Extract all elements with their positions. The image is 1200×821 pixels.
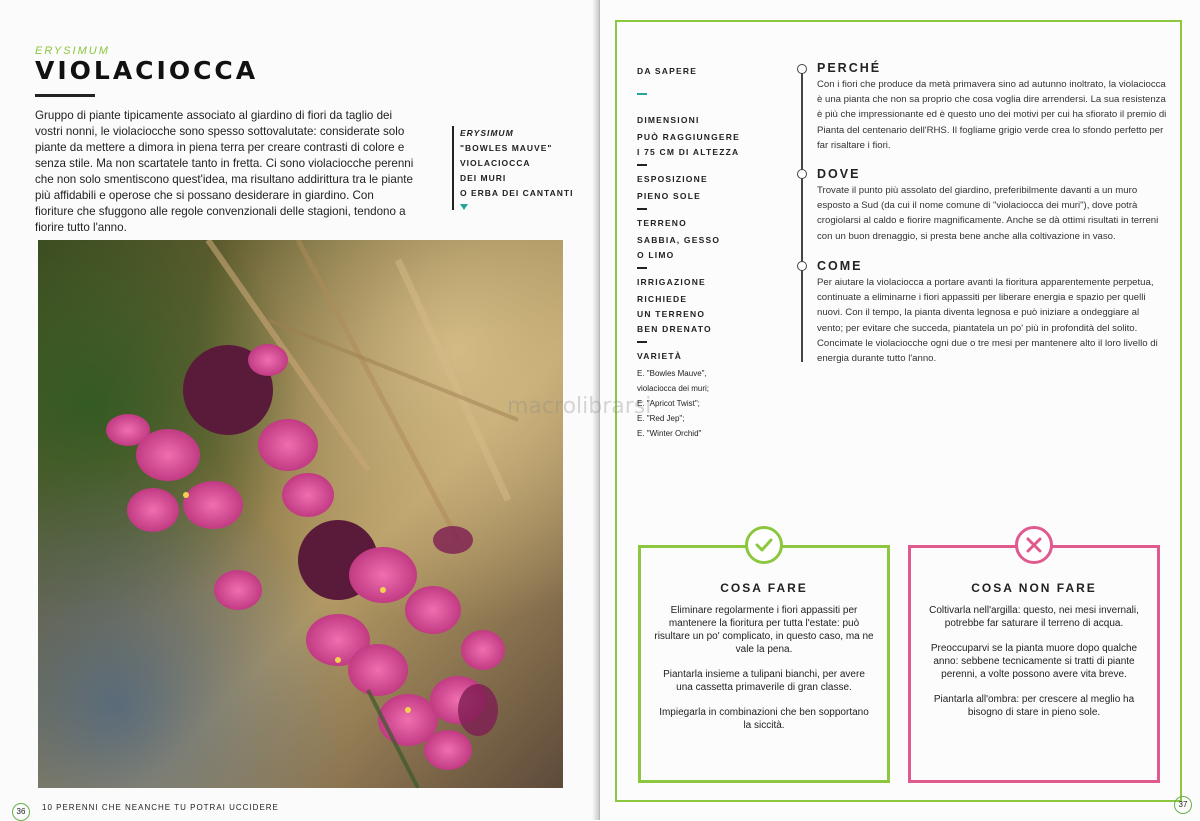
dimensions-label: DIMENSIONI <box>637 115 700 125</box>
facts-heading: DA SAPERE <box>637 66 698 76</box>
arrow-down-icon <box>460 204 468 210</box>
water-value-2: UN TERRENO <box>637 309 706 319</box>
sidenote-genus: ERYSIMUM <box>460 128 514 138</box>
variety-item: E. "Red Jep"; <box>637 414 685 423</box>
dont-box-title: COSA NON FARE <box>971 581 1097 595</box>
variety-list <box>637 366 787 441</box>
section-where-title: DOVE <box>817 167 861 181</box>
section-why-title: PERCHÉ <box>817 61 882 75</box>
water-divider <box>637 341 647 343</box>
soil-label: TERRENO <box>637 218 687 228</box>
timeline-line <box>801 68 803 362</box>
exposure-label: ESPOSIZIONE <box>637 174 708 184</box>
exposure-value: PIENO SOLE <box>637 191 701 201</box>
do-box <box>638 545 890 783</box>
do-item: Piantarla insieme a tulipani bianchi, per avere una cassetta primaverile di gran classe. <box>663 669 865 693</box>
page-number-right: 37 <box>1174 796 1192 814</box>
dont-item: Coltivarla nell'argilla: questo, nei mesi invernali, potrebbe far saturare il terreno di acqua. <box>929 605 1139 629</box>
section-why-body: Con i fiori che produce da metà primavera sino ad autunno inoltrato, la violaciocca è una pianta che non sa proprio che cosa voglia dire arrendersi. La sua resistenza è più che impressionante ed è questo uno dei motivi per cui ha sfiorato il premio di Pianta del centenario dell'RHS. Il fogliame grigio verde crea lo sfondo perfetto per far risaltare i fiori. <box>817 79 1167 151</box>
dimensions-value-2: I 75 CM DI ALTEZZA <box>637 147 740 157</box>
timeline-dot <box>797 261 807 271</box>
running-footer: 10 PERENNI CHE NEANCHE TU POTRAI UCCIDERE <box>42 803 279 812</box>
dimensions-divider <box>637 164 647 166</box>
dont-item: Preoccuparvi se la pianta muore dopo qualche anno: sebbene tecnicamente si tratti di piante perenni, a volte possono avere vita breve. <box>930 643 1138 680</box>
water-label: IRRIGAZIONE <box>637 277 706 287</box>
facts-column <box>637 64 787 441</box>
do-item: Impiegarla in combinazioni che ben sopportano la siccità. <box>659 707 869 731</box>
watermark: macrolibrarsi <box>507 394 652 419</box>
close-icon <box>1015 526 1053 564</box>
section-how-title: COME <box>817 259 863 273</box>
page-number-left: 36 <box>12 803 30 821</box>
exposure-divider <box>637 208 647 210</box>
variety-item: E. "Apricot Twist"; <box>637 399 700 408</box>
variety-item: E. "Bowles Mauve", violaciocca dei muri; <box>637 369 710 393</box>
sidenote-variety: "BOWLES MAUVE" <box>460 143 553 153</box>
dont-box <box>908 545 1160 783</box>
genus-label: ERYSIMUM <box>35 45 110 57</box>
soil-value-1: SABBIA, GESSO <box>637 235 721 245</box>
sidenote-name: VIOLACIOCCA <box>460 158 531 168</box>
sidenote-name-2: DEI MURI <box>460 173 507 183</box>
do-item: Eliminare regolarmente i fiori appassiti per mantenere la fioritura per tutta l'estate: può risultare un po' complicato, in questo caso, ma ne vale la pena. <box>654 605 874 655</box>
facts-divider <box>637 93 647 95</box>
do-box-title: COSA FARE <box>720 581 808 595</box>
variety-sidenote <box>452 126 580 210</box>
dont-item: Piantarla all'ombra: per crescere al meglio ha bisogno di stare in pieno sole. <box>933 694 1135 718</box>
dimensions-value-1: PUÒ RAGGIUNGERE <box>637 132 741 142</box>
variety-label: VARIETÀ <box>637 351 683 361</box>
water-value-1: RICHIEDE <box>637 294 688 304</box>
title-underline <box>35 94 95 97</box>
section-how-body: Per aiutare la violaciocca a portare avanti la fioritura apparentemente perpetua, continuate a eliminarne i fiori appassiti per liberare energia e spazio per quelli nuovi. Con il tempo, la pianta diventa legnosa e può iniziare a ondeggiare al vento; per evitare che succeda, piantatela un po' più in profondità del solito. Concimate le violaciocche ogni due o tre mesi per mantenere alto il loro livello di energia durante tutto l'anno. <box>817 277 1158 365</box>
timeline-dot <box>797 169 807 179</box>
soil-value-2: O LIMO <box>637 250 675 260</box>
page-title: VIOLACIOCCA <box>35 56 259 85</box>
intro-paragraph: Gruppo di piante tipicamente associato al giardino di fiori da taglio dei vostri nonni, le violaciocche sono spesso sottovalutate: considerate solo piante da mettere a dimora in piena terra per creare contrasti di colore e senza stile. Ma non scartatele tanto in fretta. Ci sono violaciocche perenni che non solo smentiscono quest'idea, ma risultano addirittura tra le piante più affidabili e operose che si possano desiderare in giardino. Con fioriture che sfuggono alle regole convenzionali delle stagioni, tendono a fiorire tutto l'anno. <box>35 109 414 234</box>
flower-photo <box>38 240 563 788</box>
water-value-3: BEN DRENATO <box>637 324 712 334</box>
check-icon <box>745 526 783 564</box>
sidenote-alt-name: O ERBA DEI CANTANTI <box>460 188 574 198</box>
variety-item: E. "Winter Orchid" <box>637 429 702 438</box>
section-where-body: Trovate il punto più assolato del giardino, preferibilmente davanti a un muro esposto a Sud (da cui il nome comune di "violaciocca dei muri"), dove potrà crogiolarsi al caldo e fiorire magnificamente. Anche se dà ottimi risultati in terreni con un buon drenaggio, si presta bene anche alla coltivazione in vaso. <box>817 185 1159 242</box>
timeline-dot <box>797 64 807 74</box>
soil-divider <box>637 267 647 269</box>
